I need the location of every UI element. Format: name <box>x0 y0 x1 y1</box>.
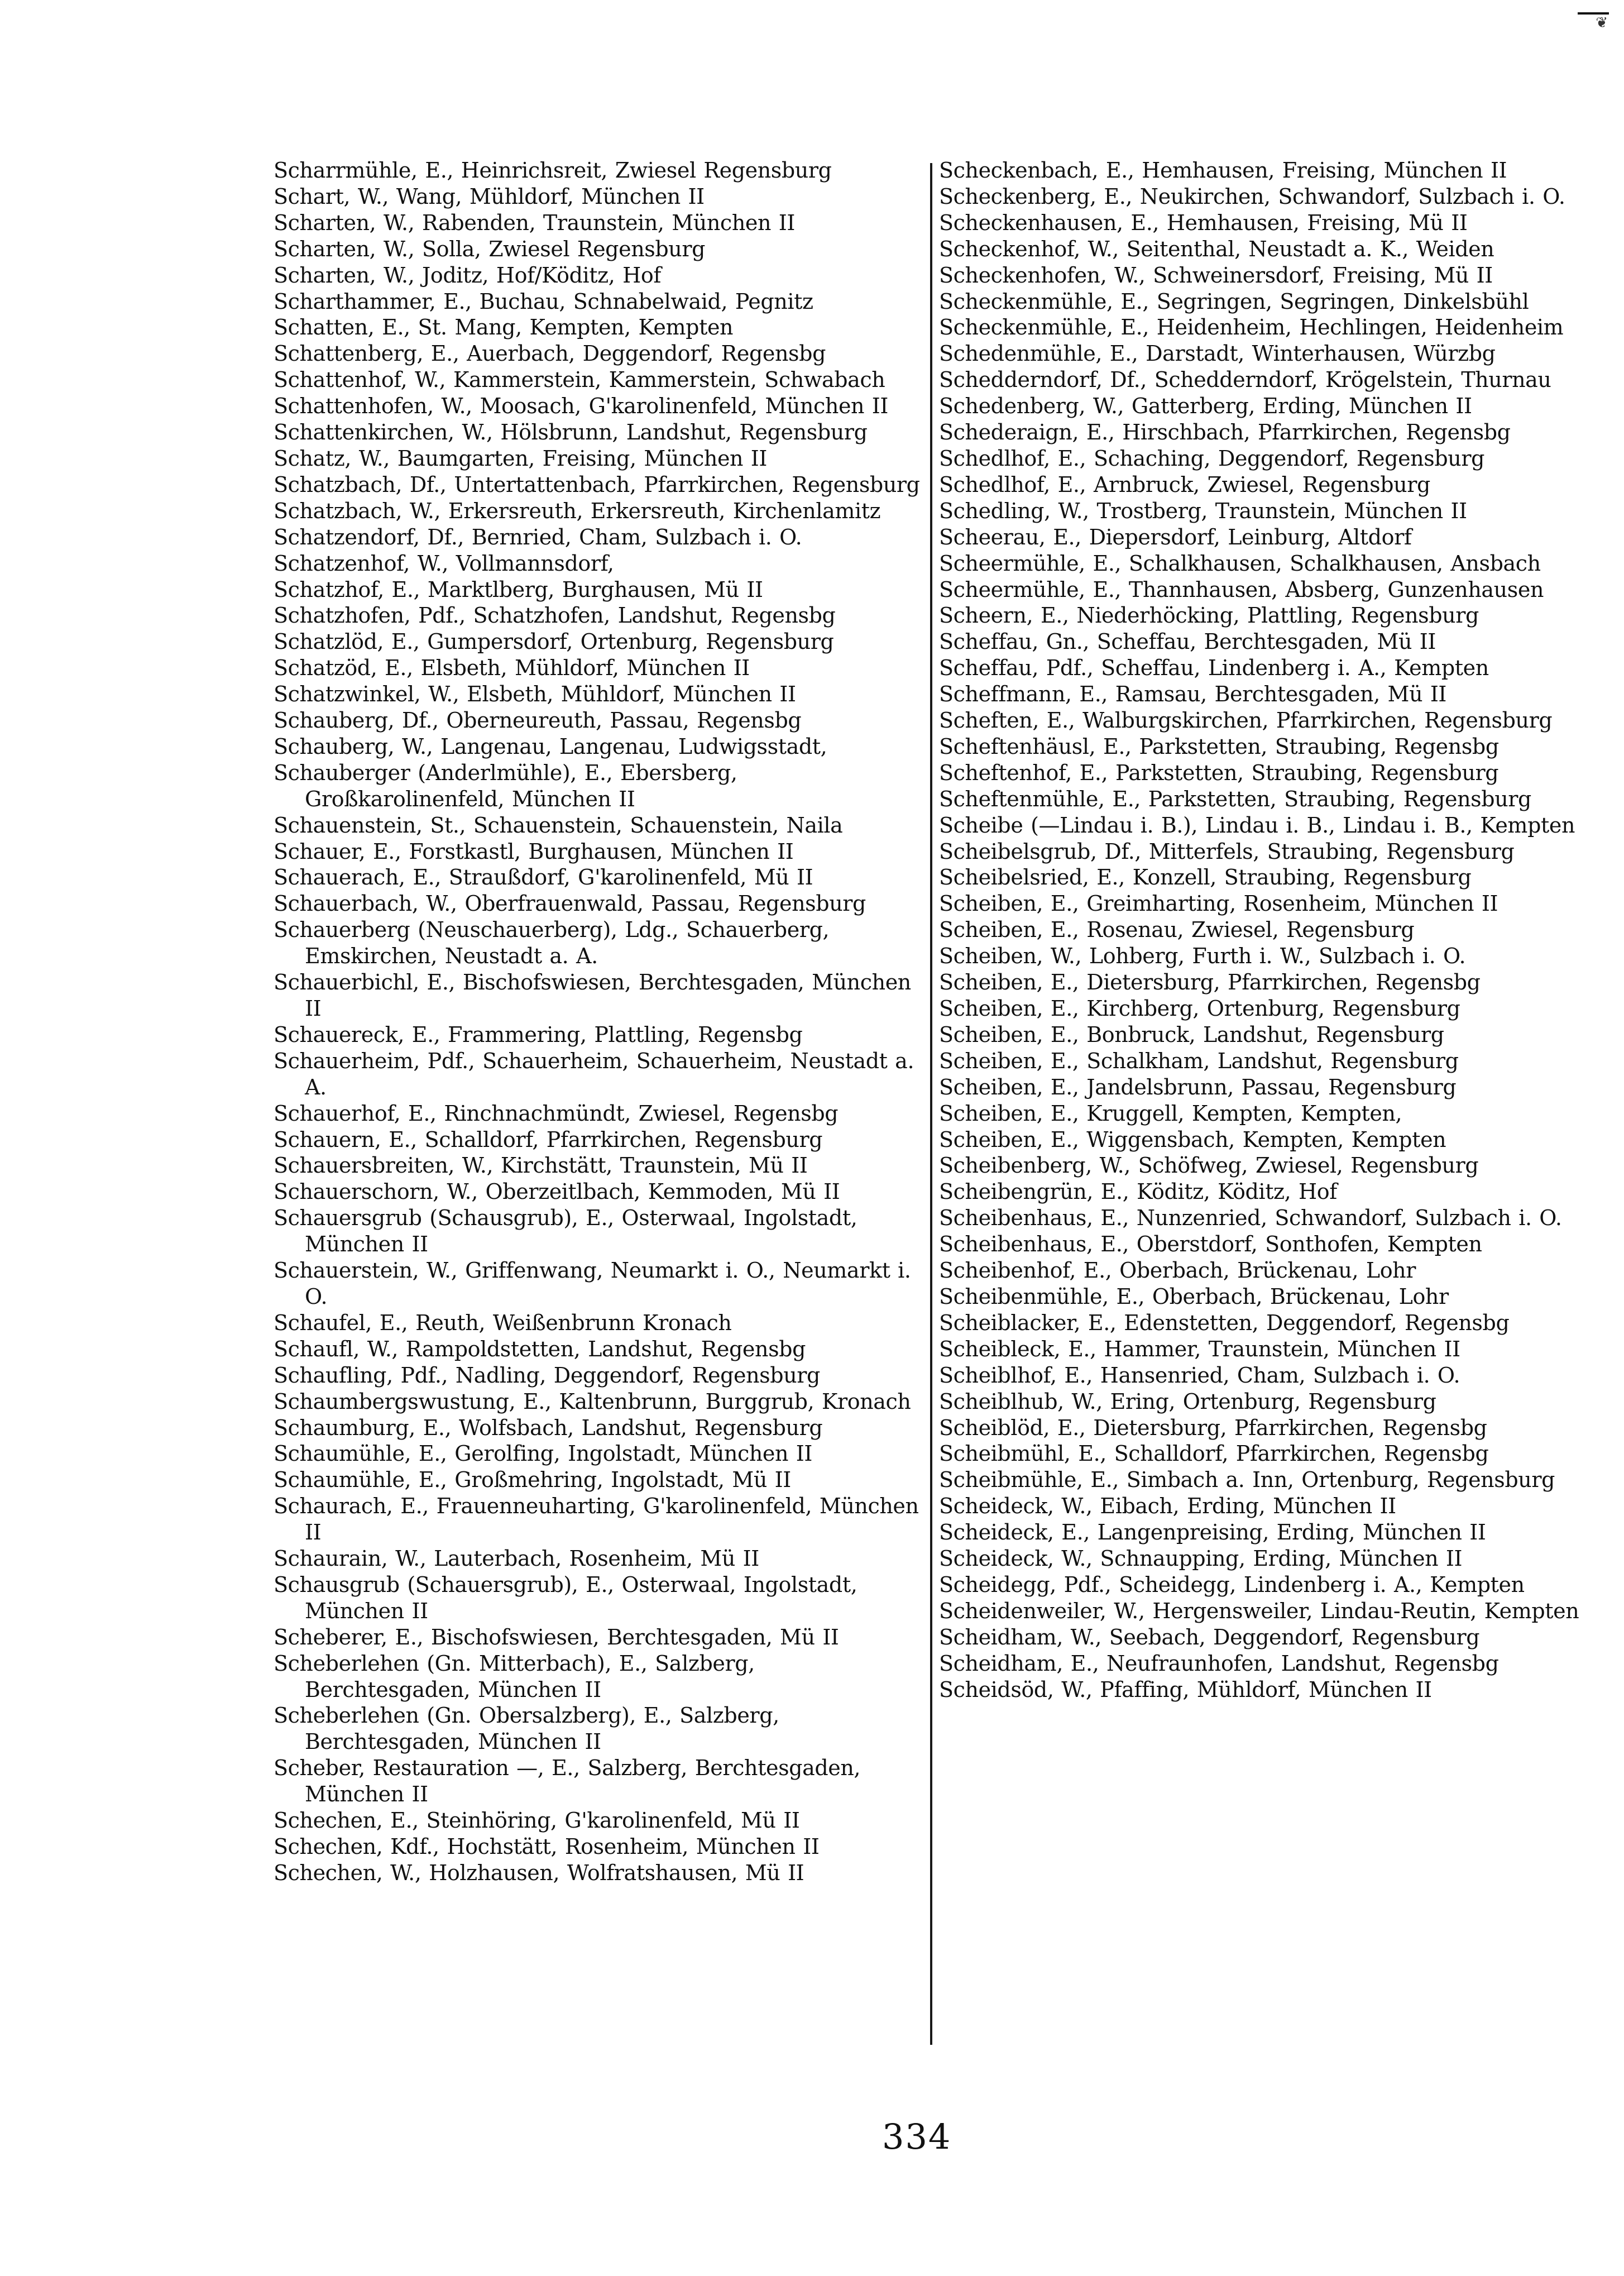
left-column <box>274 157 921 1886</box>
gazetteer-entry: Scheiblacker, E., Edenstetten, Deggendorf, Regensbg <box>939 1310 1510 1335</box>
gazetteer-entry: Schechen, Kdf., Hochstätt, Rosenheim, München II <box>274 1834 820 1859</box>
gazetteer-entry: Scheftenhäusl, E., Parkstetten, Straubing, Regensbg <box>939 734 1499 759</box>
gazetteer-entry: Schauberg, W., Langenau, Langenau, Ludwigsstadt, <box>274 734 827 759</box>
gazetteer-entry: Schart, W., Wang, Mühldorf, München II <box>274 184 705 209</box>
gazetteer-entry: Schatzenhof, W., Vollmannsdorf, <box>274 551 614 576</box>
gazetteer-entry: Schauenstein, St., Schauenstein, Schauenstein, Naila <box>274 812 843 838</box>
gazetteer-entry: Schatzhofen, Pdf., Schatzhofen, Landshut, Regensbg <box>274 603 836 628</box>
ornament-icon: ❦ <box>1596 15 1608 31</box>
gazetteer-entry: Schatzhof, E., Marktlberg, Burghausen, Mü II <box>274 577 763 602</box>
gazetteer-entry: Scheibenhaus, E., Nunzenried, Schwandorf, Sulzbach i. O. <box>939 1206 1562 1231</box>
gazetteer-page <box>274 157 1580 2045</box>
gazetteer-entry: Schedenmühle, E., Darstadt, Winterhausen, Würzbg <box>939 341 1496 366</box>
gazetteer-entry: Scharrmühle, E., Heinrichsreit, Zwiesel Regensburg <box>274 158 832 183</box>
gazetteer-entry: Schauberg, Df., Oberneureuth, Passau, Regensbg <box>274 708 802 733</box>
gazetteer-entry: Schauern, E., Schalldorf, Pfarrkirchen, Regensburg <box>274 1127 823 1152</box>
gazetteer-entry: Scheckenmühle, E., Heidenheim, Hechlingen, Heidenheim <box>939 315 1564 340</box>
gazetteer-entry: Scheiblhub, W., Ering, Ortenburg, Regensburg <box>939 1389 1436 1414</box>
gazetteer-entry: Scheibelsried, E., Konzell, Straubing, Regensburg <box>939 865 1472 890</box>
column-divider <box>930 163 932 2045</box>
gazetteer-entry: Schatzlöd, E., Gumpersdorf, Ortenburg, Regensburg <box>274 629 834 654</box>
gazetteer-entry: Scheckenhausen, E., Hemhausen, Freising, Mü II <box>939 210 1468 235</box>
gazetteer-entry: Schauerbichl, E., Bischofswiesen, Berchtesgaden, München II <box>274 970 911 1021</box>
gazetteer-entry: Schauerhof, E., Rinchnachmündt, Zwiesel, Regensbg <box>274 1101 839 1126</box>
gazetteer-entry: Scharthammer, E., Buchau, Schnabelwaid, Pegnitz <box>274 289 813 314</box>
gazetteer-entry: Schatzbach, Df., Untertattenbach, Pfarrkirchen, Regensburg <box>274 472 920 497</box>
gazetteer-entry: Scheiben, E., Rosenau, Zwiesel, Regensburg <box>939 917 1415 943</box>
gazetteer-entry: Scheckenberg, E., Neukirchen, Schwandorf, Sulzbach i. O. <box>939 184 1565 209</box>
gazetteer-entry: Schatzendorf, Df., Bernried, Cham, Sulzbach i. O. <box>274 524 802 549</box>
gazetteer-entry: Scheideck, E., Langenpreising, Erding, München II <box>939 1520 1486 1545</box>
gazetteer-entry: Scheibmühle, E., Simbach a. Inn, Ortenburg, Regensburg <box>939 1467 1555 1493</box>
page-number: 334 <box>882 2116 952 2157</box>
gazetteer-entry: Scheermühle, E., Thannhausen, Absberg, Gunzenhausen <box>939 577 1544 602</box>
gazetteer-entry: Scheideck, W., Eibach, Erding, München II <box>939 1494 1396 1519</box>
gazetteer-entry: Schauersgrub (Schausgrub), E., Osterwaal, Ingolstadt, München II <box>274 1206 857 1257</box>
gazetteer-entry: Scheiben, W., Lohberg, Furth i. W., Sulzbach i. O. <box>939 944 1466 969</box>
gazetteer-entry: Schaumühle, E., Gerolfing, Ingolstadt, München II <box>274 1441 812 1466</box>
gazetteer-entry: Schauerschorn, W., Oberzeitlbach, Kemmoden, Mü II <box>274 1179 840 1204</box>
gazetteer-entry: Scheern, E., Niederhöcking, Plattling, Regensburg <box>939 603 1479 628</box>
gazetteer-entry: Schaumburg, E., Wolfsbach, Landshut, Regensburg <box>274 1415 823 1440</box>
gazetteer-entry: Scheerau, E., Diepersdorf, Leinburg, Altdorf <box>939 524 1412 549</box>
gazetteer-entry: Scharten, W., Solla, Zwiesel Regensburg <box>274 236 706 261</box>
gazetteer-entry: Schauersbreiten, W., Kirchstätt, Traunstein, Mü II <box>274 1153 808 1178</box>
gazetteer-entry: Scheberlehen (Gn. Mitterbach), E., Salzberg, Berchtesgaden, München II <box>274 1651 755 1702</box>
gazetteer-entry: Scheidenweiler, W., Hergensweiler, Lindau-Reutin, Kempten <box>939 1598 1579 1623</box>
gazetteer-entry: Schatzwinkel, W., Elsbeth, Mühldorf, München II <box>274 682 796 707</box>
gazetteer-entry: Schaumbergswustung, E., Kaltenbrunn, Burggrub, Kronach <box>274 1389 911 1414</box>
gazetteer-entry: Scheiben, E., Kirchberg, Ortenburg, Regensburg <box>939 996 1460 1021</box>
gazetteer-entry: Scheberer, E., Bischofswiesen, Berchtesgaden, Mü II <box>274 1624 839 1649</box>
gazetteer-entry: Scheberlehen (Gn. Obersalzberg), E., Salzberg, Berchtesgaden, München II <box>274 1703 779 1754</box>
gazetteer-entry: Scheffau, Pdf., Scheffau, Lindenberg i. A., Kempten <box>939 656 1489 681</box>
gazetteer-entry: Scheftenmühle, E., Parkstetten, Straubing, Regensburg <box>939 786 1531 811</box>
gazetteer-entry: Schauer, E., Forstkastl, Burghausen, München II <box>274 839 794 864</box>
gazetteer-entry: Scheften, E., Walburgskirchen, Pfarrkirchen, Regensburg <box>939 708 1553 733</box>
gazetteer-entry: Scharten, W., Joditz, Hof/Köditz, Hof <box>274 262 662 288</box>
gazetteer-entry: Scheiblhof, E., Hansenried, Cham, Sulzbach i. O. <box>939 1362 1460 1388</box>
gazetteer-entry: Schedlhof, E., Arnbruck, Zwiesel, Regensburg <box>939 472 1430 497</box>
gazetteer-entry: Scheermühle, E., Schalkhausen, Schalkhausen, Ansbach <box>939 551 1541 576</box>
gazetteer-entry: Schausgrub (Schauersgrub), E., Osterwaal, Ingolstadt, München II <box>274 1572 857 1623</box>
gazetteer-entry: Scheiben, E., Wiggensbach, Kempten, Kempten <box>939 1127 1446 1152</box>
gazetteer-entry: Schauerstein, W., Griffenwang, Neumarkt i. O., Neumarkt i. O. <box>274 1258 911 1309</box>
gazetteer-entry: Scheckenhof, W., Seitenthal, Neustadt a. K., Weiden <box>939 236 1494 261</box>
gazetteer-entry: Schauerbach, W., Oberfrauenwald, Passau, Regensburg <box>274 891 866 916</box>
gazetteer-entry: Scheideck, W., Schnaupping, Erding, München II <box>939 1546 1463 1571</box>
gazetteer-entry: Schederaign, E., Hirschbach, Pfarrkirchen, Regensbg <box>939 420 1511 445</box>
gazetteer-entry: Schauereck, E., Frammering, Plattling, Regensbg <box>274 1022 803 1047</box>
gazetteer-entry: Schauerberg (Neuschauerberg), Ldg., Schauerberg, Emskirchen, Neustadt a. A. <box>274 917 830 969</box>
gazetteer-entry: Scheiben, E., Kruggell, Kempten, Kempten, <box>939 1101 1402 1126</box>
gazetteer-entry: Scheffau, Gn., Scheffau, Berchtesgaden, Mü II <box>939 629 1436 654</box>
gazetteer-entry: Schaurach, E., Frauenneuharting, G'karolinenfeld, München II <box>274 1494 919 1545</box>
gazetteer-entry: Scheibengrün, E., Köditz, Köditz, Hof <box>939 1179 1337 1204</box>
gazetteer-entry: Schattenkirchen, W., Hölsbrunn, Landshut, Regensburg <box>274 420 868 445</box>
gazetteer-entry: Schauerach, E., Straußdorf, G'karolinenfeld, Mü II <box>274 865 813 890</box>
right-column <box>939 157 1587 1703</box>
gazetteer-entry: Scheber, Restauration —, E., Salzberg, Berchtesgaden, München II <box>274 1756 861 1807</box>
gazetteer-entry: Scheidham, W., Seebach, Deggendorf, Regensburg <box>939 1624 1480 1649</box>
gazetteer-entry: Schechen, E., Steinhöring, G'karolinenfeld, Mü II <box>274 1808 800 1833</box>
gazetteer-entry: Scheidham, E., Neufraunhofen, Landshut, Regensbg <box>939 1651 1499 1676</box>
gazetteer-entry: Scheidegg, Pdf., Scheidegg, Lindenberg i. A., Kempten <box>939 1572 1525 1597</box>
gazetteer-entry: Scheiben, E., Jandelsbrunn, Passau, Regensburg <box>939 1074 1457 1099</box>
gazetteer-entry: Schaumühle, E., Großmehring, Ingolstadt, Mü II <box>274 1467 791 1493</box>
gazetteer-entry: Scheibleck, E., Hammer, Traunstein, München II <box>939 1336 1460 1361</box>
gazetteer-entry: Schattenberg, E., Auerbach, Deggendorf, Regensbg <box>274 341 826 366</box>
gazetteer-entry: Scheiben, E., Dietersburg, Pfarrkirchen, Regensbg <box>939 970 1481 995</box>
gazetteer-entry: Schedenberg, W., Gatterberg, Erding, München II <box>939 394 1472 419</box>
gazetteer-entry: Schedling, W., Trostberg, Traunstein, München II <box>939 498 1467 523</box>
gazetteer-entry: Scheiben, E., Bonbruck, Landshut, Regensburg <box>939 1022 1444 1047</box>
gazetteer-entry: Schaufl, W., Rampoldstetten, Landshut, Regensbg <box>274 1336 806 1361</box>
gazetteer-entry: Schattenhof, W., Kammerstein, Kammerstein, Schwabach <box>274 367 885 393</box>
gazetteer-entry: Scheckenhofen, W., Schweinersdorf, Freising, Mü II <box>939 262 1493 288</box>
gazetteer-entry: Schaurain, W., Lauterbach, Rosenheim, Mü II <box>274 1546 759 1571</box>
gazetteer-entry: Schatz, W., Baumgarten, Freising, München II <box>274 446 768 471</box>
gazetteer-entry: Schauerheim, Pdf., Schauerheim, Schauerheim, Neustadt a. A. <box>274 1048 914 1099</box>
gazetteer-entry: Scheibenhof, E., Oberbach, Brückenau, Lohr <box>939 1258 1416 1283</box>
gazetteer-entry: Schaufel, E., Reuth, Weißenbrunn Kronach <box>274 1310 732 1335</box>
gazetteer-entry: Scheckenbach, E., Hemhausen, Freising, München II <box>939 158 1507 183</box>
gazetteer-entry: Scheibenhaus, E., Oberstdorf, Sonthofen, Kempten <box>939 1232 1482 1257</box>
gazetteer-entry: Scheiben, E., Greimharting, Rosenheim, München II <box>939 891 1498 916</box>
gazetteer-entry: Scheckenmühle, E., Segringen, Segringen, Dinkelsbühl <box>939 289 1529 314</box>
gazetteer-entry: Scheibe (—Lindau i. B.), Lindau i. B., Lindau i. B., Kempten <box>939 812 1575 838</box>
gazetteer-entry: Schedlhof, E., Schaching, Deggendorf, Regensburg <box>939 446 1485 471</box>
gazetteer-entry: Scheiben, E., Schalkham, Landshut, Regensburg <box>939 1048 1459 1073</box>
gazetteer-entry: Schatten, E., St. Mang, Kempten, Kempten <box>274 315 734 340</box>
gazetteer-entry: Scheibenberg, W., Schöfweg, Zwiesel, Regensburg <box>939 1153 1479 1178</box>
gazetteer-entry: Schaufling, Pdf., Nadling, Deggendorf, Regensburg <box>274 1362 820 1388</box>
corner-ornament <box>1578 10 1609 32</box>
gazetteer-entry: Schauberger (Anderlmühle), E., Ebersberg, Großkarolinenfeld, München II <box>274 760 737 811</box>
gazetteer-entry: Schedderndorf, Df., Schedderndorf, Krögelstein, Thurnau <box>939 367 1551 393</box>
gazetteer-entry: Schechen, W., Holzhausen, Wolfratshausen, Mü II <box>274 1860 804 1885</box>
gazetteer-entry: Scharten, W., Rabenden, Traunstein, München II <box>274 210 795 235</box>
gazetteer-entry: Scheibelsgrub, Df., Mitterfels, Straubing, Regensburg <box>939 839 1515 864</box>
gazetteer-entry: Schattenhofen, W., Moosach, G'karolinenfeld, München II <box>274 394 889 419</box>
gazetteer-entry: Schatzbach, W., Erkersreuth, Erkersreuth, Kirchenlamitz <box>274 498 881 523</box>
gazetteer-entry: Scheffmann, E., Ramsau, Berchtesgaden, Mü II <box>939 682 1447 707</box>
gazetteer-entry: Scheftenhof, E., Parkstetten, Straubing, Regensburg <box>939 760 1499 785</box>
gazetteer-entry: Schatzöd, E., Elsbeth, Mühldorf, München II <box>274 656 750 681</box>
gazetteer-entry: Scheibmühl, E., Schalldorf, Pfarrkirchen, Regensbg <box>939 1441 1489 1466</box>
gazetteer-entry: Scheiblöd, E., Dietersburg, Pfarrkirchen, Regensbg <box>939 1415 1487 1440</box>
gazetteer-entry: Scheibenmühle, E., Oberbach, Brückenau, Lohr <box>939 1284 1449 1309</box>
gazetteer-entry: Scheidsöd, W., Pfaffing, Mühldorf, München II <box>939 1677 1432 1702</box>
